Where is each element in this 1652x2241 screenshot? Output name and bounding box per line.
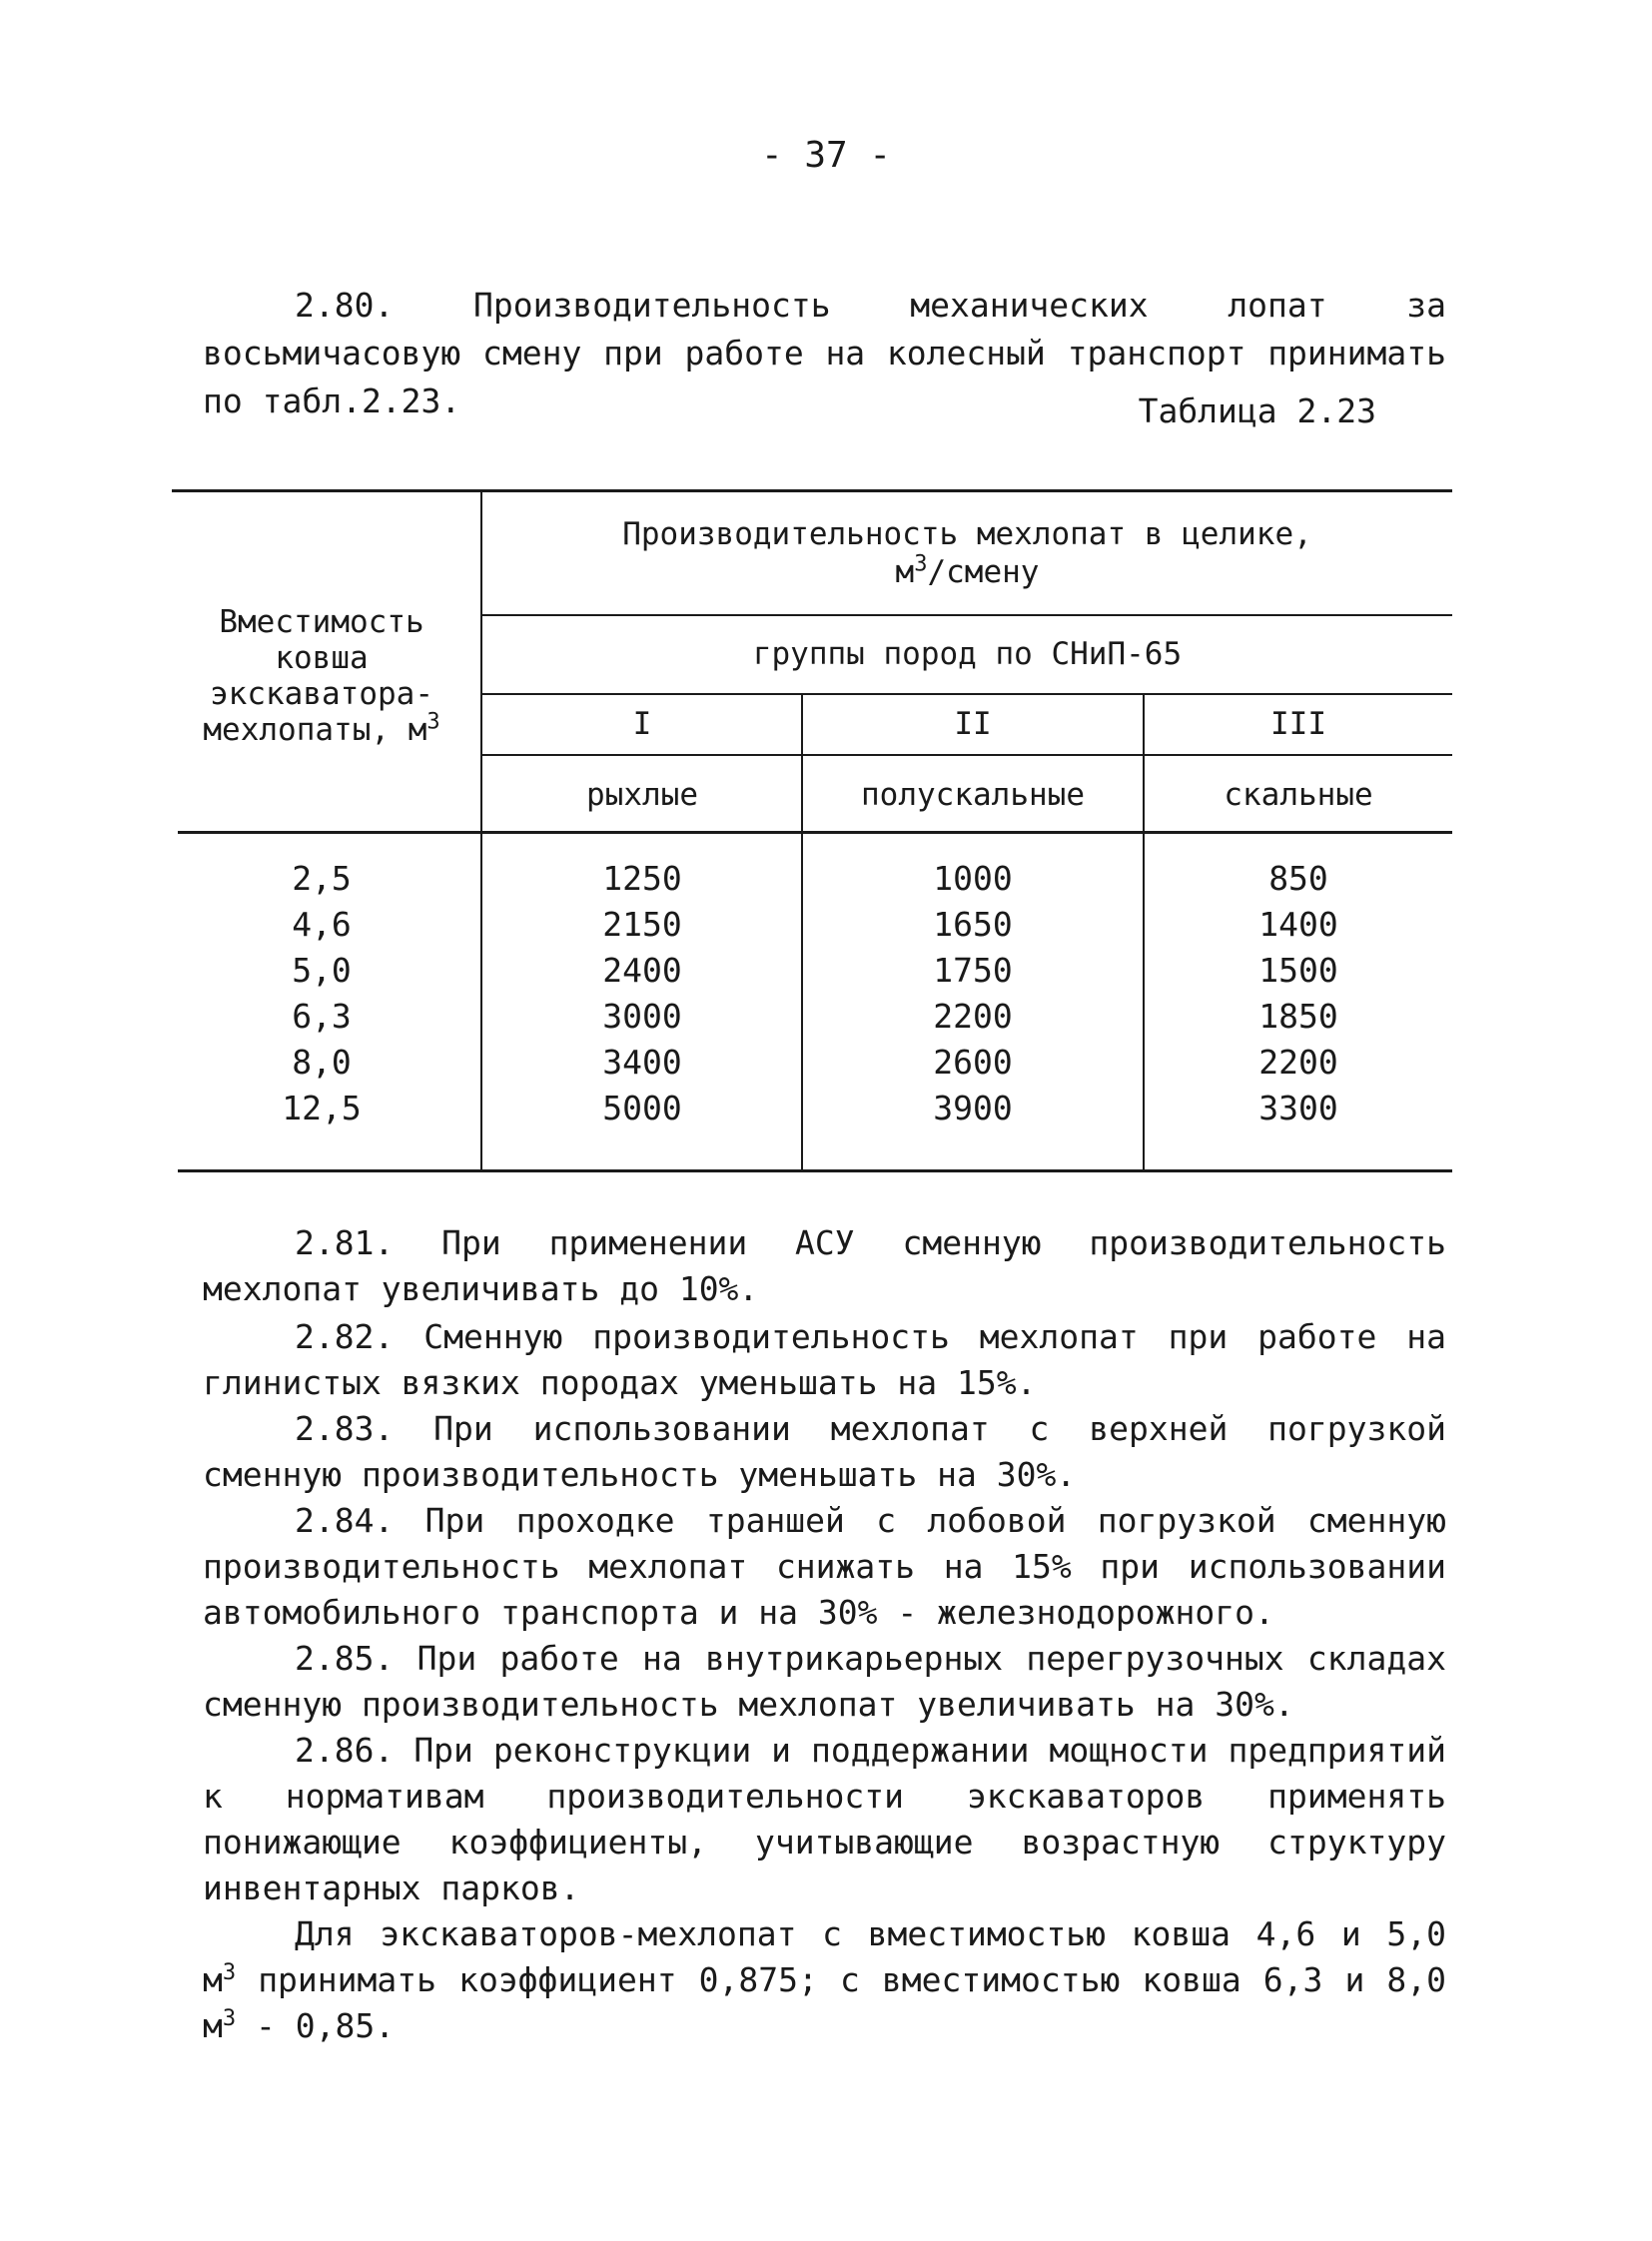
col-num-1: I — [632, 706, 652, 742]
value-cell: 3900 — [933, 1089, 1013, 1127]
group-header-title: Производительность мехлопат в целике, — [622, 516, 1312, 552]
value-cell: 2200 — [933, 997, 1013, 1036]
group-header-unit-tail: /смену — [927, 554, 1040, 590]
group-header-rule — [482, 614, 1452, 616]
capacity-cell: 4,6 — [292, 905, 352, 944]
coef-sup-1: 3 — [222, 1960, 237, 1985]
value-cell: 1000 — [933, 859, 1013, 898]
capacity-cell: 8,0 — [292, 1043, 352, 1082]
value-cell: 3300 — [1258, 1089, 1338, 1127]
header-bottom-rule — [178, 831, 1452, 834]
coef-text-c: - 0,85. — [236, 2006, 396, 2045]
group-header-unit-m: м — [895, 554, 915, 590]
value-cell: 1500 — [1258, 951, 1338, 990]
body-text — [203, 1220, 1446, 2049]
value-cell: 1850 — [1258, 997, 1338, 1036]
group-header — [482, 515, 1452, 591]
group-header-unit-sup: 3 — [914, 551, 928, 577]
page-number: - 37 - — [760, 135, 892, 176]
value-cell: 1400 — [1258, 905, 1338, 944]
paragraph-2-85: 2.85. При работе на внутрикарьерных перегрузочных складах сменную производительность мехлопат увеличивать на 30%. — [203, 1639, 1446, 1724]
value-cell: 3400 — [602, 1043, 682, 1082]
value-cell: 3000 — [602, 997, 682, 1036]
coef-text-a: Для экскаваторов-мехлопат с вместимостью ковша 4,6 и 5,0 м — [203, 1914, 1446, 1999]
col-label-2: полускальные — [861, 777, 1085, 813]
paragraph-2-86: 2.86. При реконструкции и поддержании мощности предприятий к нормативам производительности экскаваторов применять понижающие коэффициенты, учитывающие возрастную структуру инвентарных парков. — [203, 1731, 1446, 1907]
paragraph-2-81: 2.81. При применении АСУ сменную производительность мехлопат увеличивать до 10%. — [203, 1223, 1446, 1308]
value-cell: 2400 — [602, 951, 682, 990]
capacity-cell: 2,5 — [292, 859, 352, 898]
table-caption: Таблица 2.23 — [1138, 391, 1376, 430]
value-cell: 5000 — [602, 1089, 682, 1127]
value-cell: 1250 — [602, 859, 682, 898]
paragraph-2-82: 2.82. Сменную производительность мехлопат при работе на глинистых вязких породах уменьшать на 15%. — [203, 1317, 1446, 1402]
value-cell: 1750 — [933, 951, 1013, 990]
paragraph-2-83: 2.83. При использовании мехлопат с верхней погрузкой сменную производительность уменьшать на 30%. — [203, 1409, 1446, 1494]
subgroup-header: группы пород по СНиП-65 — [752, 636, 1183, 672]
capacity-cell: 6,3 — [292, 997, 352, 1036]
table-bottom-rule — [178, 1169, 1452, 1172]
paragraph-coefficients — [203, 1911, 1446, 2049]
col-label-1: рыхлые — [586, 777, 698, 813]
coef-sup-2: 3 — [222, 2006, 237, 2031]
group-header-unit — [482, 553, 1452, 591]
capacity-cell: 5,0 — [292, 951, 352, 990]
value-cell: 850 — [1268, 859, 1328, 898]
numbers-rule — [482, 754, 1452, 756]
stub-header — [172, 604, 471, 748]
productivity-table — [172, 489, 1452, 1172]
capacity-cell: 12,5 — [282, 1089, 362, 1127]
paragraph-2-84: 2.84. При проходке траншей с лобовой погрузкой сменную производительность мехлопат снижать на 15% при использовании автомобильного транспорта и на 30% - железнодорожного. — [203, 1501, 1446, 1632]
value-cell: 2150 — [602, 905, 682, 944]
stub-header-sup: 3 — [426, 709, 440, 735]
stub-header-text: Вместимость ковша экскаватора-мехлопаты, м — [203, 604, 433, 748]
subgroup-header-rule — [482, 693, 1452, 695]
value-cell: 2600 — [933, 1043, 1013, 1082]
table-top-rule — [172, 489, 1452, 492]
value-cell: 1650 — [933, 905, 1013, 944]
col-label-3: скальные — [1224, 777, 1373, 813]
paragraph-2-80: 2.80. Производительность механических лопат за восьмичасовую смену при работе на колесный транспорт принимать по табл.2.23. — [203, 286, 1446, 420]
coef-text-b: принимать коэффициент 0,875; с вместимостью ковша 6,3 и 8,0 м — [203, 1960, 1446, 2045]
col-num-3: III — [1270, 706, 1326, 742]
col-num-2: II — [954, 706, 992, 742]
value-cell: 2200 — [1258, 1043, 1338, 1082]
